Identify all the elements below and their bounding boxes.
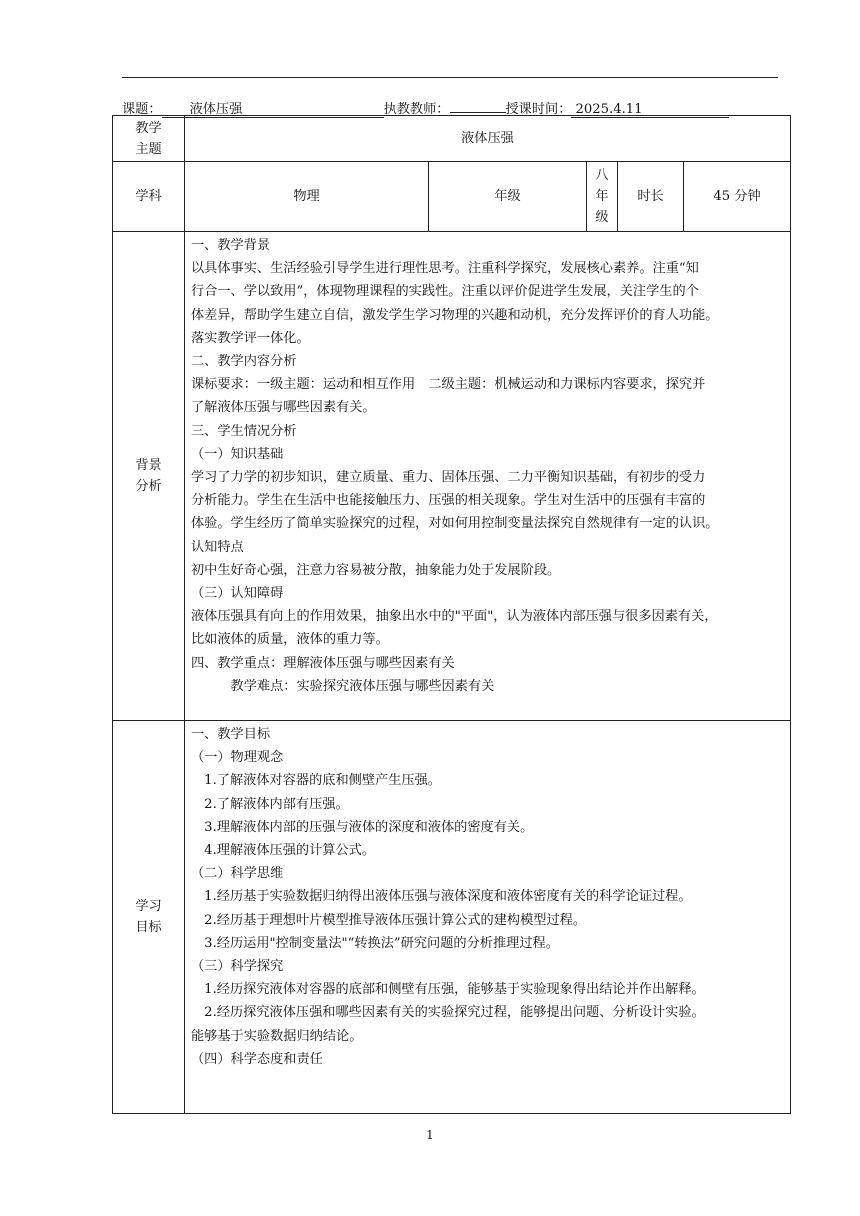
objective-line: 2.经历基于理想叶片模型推导液体压强计算公式的建构模型过程。 bbox=[191, 912, 587, 928]
objective-line: （三）科学探究 bbox=[191, 959, 284, 975]
background-line: 落实教学评一体化。 bbox=[191, 330, 310, 346]
background-line: 分析能力。学生在生活中也能接触压力、压强的相关现象。学生对生活中的压强有丰富的 bbox=[191, 493, 706, 509]
page-number: 1 bbox=[426, 1128, 434, 1142]
objective-line: 1.经历基于实验数据归纳得出液体压强与液体深度和液体密度有关的科学论证过程。 bbox=[191, 889, 692, 905]
background-line: 认知特点 bbox=[191, 539, 244, 555]
objective-line: （一）物理观念 bbox=[191, 750, 284, 766]
background-line: 体验。学生经历了简单实验探究的过程，对如何用控制变量法探究自然规律有一定的认识。 bbox=[191, 516, 719, 532]
background-line: 三、学生情况分析 bbox=[191, 423, 297, 439]
background-line: 二、教学内容分析 bbox=[191, 354, 297, 370]
top-rule bbox=[122, 77, 778, 78]
date-value: 2025.4.11 bbox=[571, 102, 729, 118]
objectives-label: 学习 目标 bbox=[113, 721, 185, 1114]
date-label: 授课时间： bbox=[505, 102, 572, 117]
teacher-value bbox=[450, 96, 506, 113]
objective-line: 2.了解液体内部有压强。 bbox=[191, 796, 349, 812]
theme-row bbox=[113, 116, 791, 162]
teacher-label: 执教教师： bbox=[383, 102, 450, 117]
objectives-row bbox=[113, 721, 791, 1114]
objectives-content bbox=[185, 721, 791, 1114]
objective-line: 4.理解液体压强的计算公式。 bbox=[191, 843, 376, 859]
objective-line: 能够基于实验数据归纳结论。 bbox=[191, 1028, 363, 1044]
background-line: （三）认知障碍 bbox=[191, 586, 284, 602]
objective-line: 一、教学目标 bbox=[191, 727, 271, 742]
background-line: 课标要求：一级主题：运动和相互作用 二级主题：机械运动和力课标内容要求，探究并 bbox=[191, 377, 706, 393]
duration-value: 45 分钟 bbox=[684, 162, 791, 232]
subject-label: 学科 bbox=[113, 162, 185, 232]
objective-line: 1.了解液体对容器的底和侧壁产生压强。 bbox=[191, 773, 441, 789]
background-line: （一）知识基础 bbox=[191, 446, 284, 462]
header-line bbox=[122, 96, 778, 117]
objective-line: 3.理解液体内部的压强与液体的深度和液体的密度有关。 bbox=[191, 819, 534, 835]
objective-line: 3.经历运用"控制变量法"“转换法”研究问题的分析推理过程。 bbox=[191, 935, 559, 951]
duration-label: 时长 bbox=[618, 162, 684, 232]
background-line: 行合一、学以致用”，体现物理课程的实践性。注重以评价促进学生发展，关注学生的个 bbox=[191, 284, 699, 300]
theme-value: 液体压强 bbox=[185, 116, 791, 162]
background-line: 四、教学重点：理解液体压强与哪些因素有关 bbox=[191, 655, 455, 671]
topic-label: 课题： bbox=[122, 102, 162, 117]
grade-label: 年级 bbox=[429, 162, 587, 232]
objective-line: 2.经历探究液体压强和哪些因素有关的实验探究过程，能够提出问题、分析设计实验。 bbox=[191, 1005, 705, 1021]
background-line: 学习了力学的初步知识，建立质量、重力、固体压强、二力平衡知识基础，有初步的受力 bbox=[191, 470, 706, 486]
background-line: 一、教学背景 bbox=[191, 238, 271, 253]
background-line: 初中生好奇心强，注意力容易被分散，抽象能力处于发展阶段。 bbox=[191, 562, 561, 578]
background-line: 教学难点：实验探究液体压强与哪些因素有关 bbox=[191, 678, 495, 694]
grade-value: 八 年 级 bbox=[587, 162, 618, 232]
background-line: 比如液体的质量，液体的重力等。 bbox=[191, 632, 389, 648]
background-row bbox=[113, 232, 791, 721]
theme-label: 教学 主题 bbox=[113, 116, 185, 162]
subject-value: 物理 bbox=[185, 162, 429, 232]
background-line: 了解液体压强与哪些因素有关。 bbox=[191, 400, 376, 416]
objective-line: （二）科学思维 bbox=[191, 866, 284, 882]
background-content bbox=[185, 232, 791, 721]
lesson-plan-table bbox=[112, 115, 791, 1114]
objective-line: 1.经历探究液体对容器的底部和侧壁有压强，能够基于实验现象得出结论并作出解释。 bbox=[191, 982, 705, 998]
background-label: 背景 分析 bbox=[113, 232, 185, 721]
background-line: 液体压强具有向上的作用效果，抽象出水中的"平面"，认为液体内部压强与很多因素有关， bbox=[191, 609, 718, 625]
topic-value: 液体压强 bbox=[162, 102, 384, 118]
objective-line: （四）科学态度和责任 bbox=[191, 1051, 323, 1067]
info-row bbox=[113, 162, 791, 232]
background-line: 体差异，帮助学生建立自信，激发学生学习物理的兴趣和动机，充分发挥评价的育人功能。 bbox=[191, 307, 719, 323]
background-line: 以具体事实、生活经验引导学生进行理性思考。注重科学探究，发展核心素养。注重“知 bbox=[191, 261, 699, 277]
